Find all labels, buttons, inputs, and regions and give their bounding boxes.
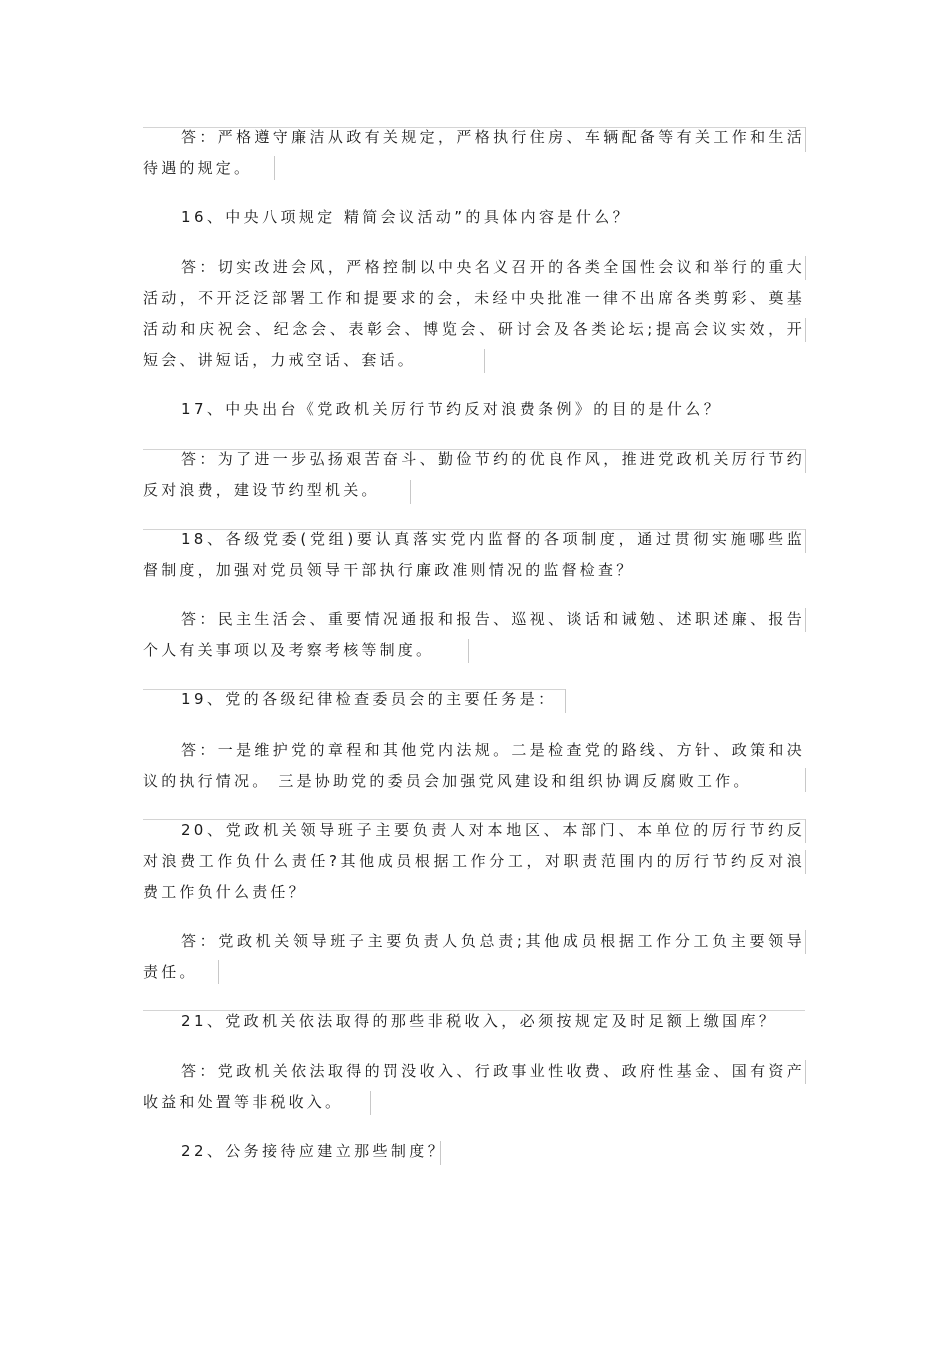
paragraph-side-rule — [805, 768, 806, 792]
answer-paragraph: 答：切实改进会风，严格控制以中央名义召开的各类全国性会议和举行的重大活动，不开泛泛部署工作和提要求的会，未经中央批准一律不出席各类剪彩、奠基活动和庆祝会、纪念会、表彰会、博览会、研讨会及各类论坛;提高会议实效，开短会、讲短话，力戒空话、套话。 — [143, 258, 805, 369]
paragraph-side-rule — [805, 256, 806, 280]
answer-paragraph: 答：为了进一步弘扬艰苦奋斗、勤俭节约的优良作风，推进党政机关厉行节约反对浪费，建设节约型机关。 — [143, 450, 805, 499]
question-paragraph: 21、党政机关依法取得的那些非税收入，必须按规定及时足额上缴国库？ — [181, 1012, 778, 1030]
question-paragraph: 19、党的各级纪律检查委员会的主要任务是： — [181, 690, 557, 708]
paragraph-side-rule — [805, 318, 806, 342]
question-paragraph: 17、中央出台《党政机关厉行节约反对浪费条例》的目的是什么？ — [181, 400, 723, 418]
paragraph-side-rule — [805, 1060, 806, 1084]
paragraph-side-rule — [805, 819, 806, 843]
paragraph-side-rule — [805, 608, 806, 632]
answer-paragraph: 答：党政机关依法取得的罚没收入、行政事业性收费、政府性基金、国有资产收益和处置等非税收入。 — [143, 1062, 805, 1111]
paragraph-side-rule — [805, 930, 806, 954]
paragraph-side-rule — [805, 449, 806, 473]
question-paragraph: 18、各级党委(党组)要认真落实党内监督的各项制度，通过贯彻实施哪些监督制度，加强对党员领导干部执行廉政准则情况的监督检查？ — [143, 530, 805, 579]
paragraph-side-rule — [805, 127, 806, 152]
answer-paragraph: 答：严格遵守廉洁从政有关规定，严格执行住房、车辆配备等有关工作和生活待遇的规定。 — [143, 128, 805, 177]
question-paragraph: 22、公务接待应建立那些制度？ — [181, 1142, 447, 1160]
paragraph-side-rule — [805, 529, 806, 553]
answer-paragraph: 答：党政机关领导班子主要负责人负总责;其他成员根据工作分工负主要领导责任。 — [143, 932, 805, 981]
answer-paragraph: 答：民主生活会、重要情况通报和报告、巡视、谈话和诫勉、述职述廉、报告个人有关事项以及考察考核等制度。 — [143, 610, 805, 659]
paragraph-side-rule — [805, 850, 806, 874]
question-paragraph: 20、党政机关领导班子主要负责人对本地区、本部门、本单位的厉行节约反对浪费工作负什么责任?其他成员根据工作分工，对职责范围内的厉行节约反对浪费工作负什么责任？ — [143, 821, 805, 901]
question-paragraph: 16、中央八项规定 精简会议活动”的具体内容是什么？ — [181, 208, 632, 226]
answer-paragraph: 答：一是维护党的章程和其他党内法规。二是检查党的路线、方针、政策和决议的执行情况。 三是协助党的委员会加强党风建设和组织协调反腐败工作。 — [143, 741, 805, 790]
